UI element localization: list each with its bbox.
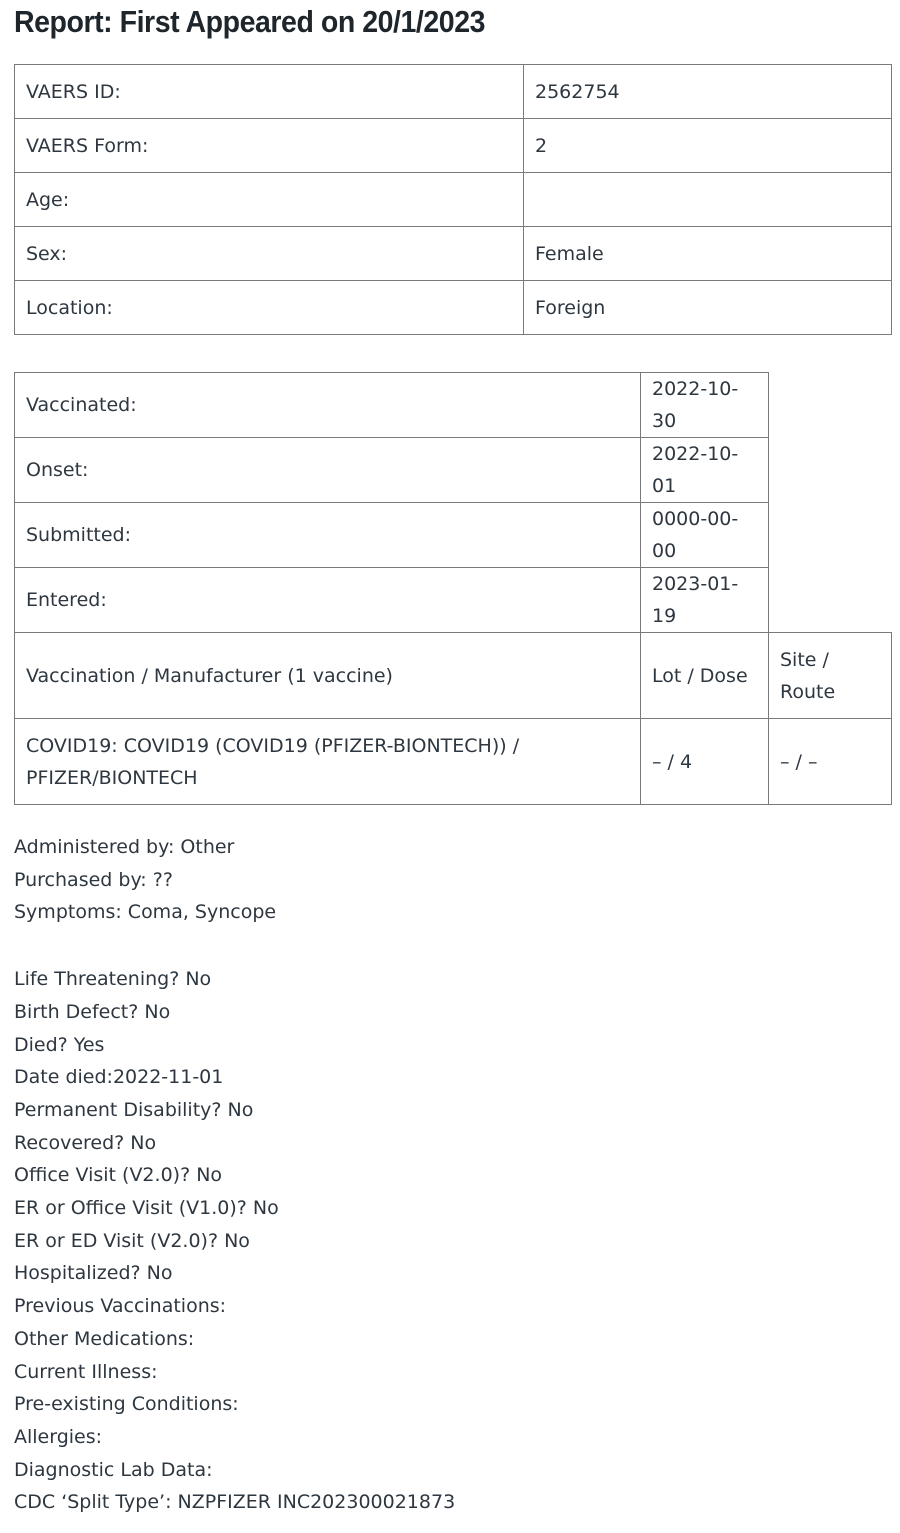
detail-previous-vaccinations: Previous Vaccinations:	[14, 1295, 227, 1318]
detail-er-office-visit-v1: ER or Office Visit (V1.0)? No	[14, 1197, 279, 1220]
vaccine-cell-manufacturer: COVID19: COVID19 (COVID19 (PFIZER-BIONTECH)) / PFIZER/BIONTECH	[15, 719, 641, 805]
detail-died: Died? Yes	[14, 1033, 105, 1056]
detail-date-died: Date died:2022-11-01	[14, 1066, 224, 1089]
spacer	[14, 929, 455, 963]
empty-cell	[769, 373, 892, 438]
vaccine-row	[15, 719, 892, 805]
detail-other-medications: Other Medications:	[14, 1327, 195, 1350]
detail-symptoms: Symptoms: Coma, Syncope	[14, 901, 277, 924]
vaccine-header-row	[15, 633, 892, 719]
info-row-vaers-form	[15, 119, 892, 173]
date-row-onset	[15, 438, 892, 503]
info-value: 2562754	[524, 65, 892, 119]
detail-current-illness: Current Illness:	[14, 1360, 158, 1383]
detail-hospitalized: Hospitalized? No	[14, 1262, 173, 1285]
date-row-vaccinated	[15, 373, 892, 438]
detail-permanent-disability: Permanent Disability? No	[14, 1098, 254, 1121]
date-value: 0000-00-00	[641, 503, 769, 568]
info-label: Age:	[15, 173, 524, 227]
date-value: 2023-01-19	[641, 568, 769, 633]
date-label: Entered:	[15, 568, 641, 633]
info-label: Sex:	[15, 227, 524, 281]
report-info-table	[14, 64, 892, 335]
dates-vaccine-table	[14, 372, 892, 805]
info-row-vaers-id	[15, 65, 892, 119]
info-value: Foreign	[524, 281, 892, 335]
detail-life-threatening: Life Threatening? No	[14, 968, 212, 991]
info-value: Female	[524, 227, 892, 281]
detail-pre-existing-conditions: Pre-existing Conditions:	[14, 1393, 239, 1416]
vaccine-header-lot-dose: Lot / Dose	[641, 633, 769, 719]
vaccine-cell-site-route: – / –	[769, 719, 892, 805]
detail-office-visit-v2: Office Visit (V2.0)? No	[14, 1164, 223, 1187]
info-value: 2	[524, 119, 892, 173]
info-row-location	[15, 281, 892, 335]
info-row-sex	[15, 227, 892, 281]
info-label: Location:	[15, 281, 524, 335]
date-row-submitted	[15, 503, 892, 568]
empty-cell	[769, 438, 892, 503]
info-value	[524, 173, 892, 227]
report-details	[14, 831, 455, 1519]
vaccine-header-site-route: Site / Route	[769, 633, 892, 719]
date-value: 2022-10-01	[641, 438, 769, 503]
date-label: Onset:	[15, 438, 641, 503]
vaccine-cell-lot-dose: – / 4	[641, 719, 769, 805]
detail-allergies: Allergies:	[14, 1425, 103, 1448]
empty-cell	[769, 568, 892, 633]
info-label: VAERS ID:	[15, 65, 524, 119]
date-value: 2022-10-30	[641, 373, 769, 438]
detail-birth-defect: Birth Defect? No	[14, 1000, 171, 1023]
date-row-entered	[15, 568, 892, 633]
date-label: Vaccinated:	[15, 373, 641, 438]
detail-administered-by: Administered by: Other	[14, 836, 235, 858]
date-label: Submitted:	[15, 503, 641, 568]
detail-diagnostic-lab-data: Diagnostic Lab Data:	[14, 1458, 213, 1481]
info-label: VAERS Form:	[15, 119, 524, 173]
detail-er-ed-visit-v2: ER or ED Visit (V2.0)? No	[14, 1229, 250, 1252]
detail-cdc-split-type: CDC ‘Split Type’: NZPFIZER INC202300021873	[14, 1491, 456, 1514]
info-row-age	[15, 173, 892, 227]
detail-recovered: Recovered? No	[14, 1131, 157, 1154]
empty-cell	[769, 503, 892, 568]
detail-purchased-by: Purchased by: ??	[14, 868, 173, 891]
vaccine-header-manufacturer: Vaccination / Manufacturer (1 vaccine)	[15, 633, 641, 719]
page-title: Report: First Appeared on 20/1/2023	[14, 4, 485, 39]
